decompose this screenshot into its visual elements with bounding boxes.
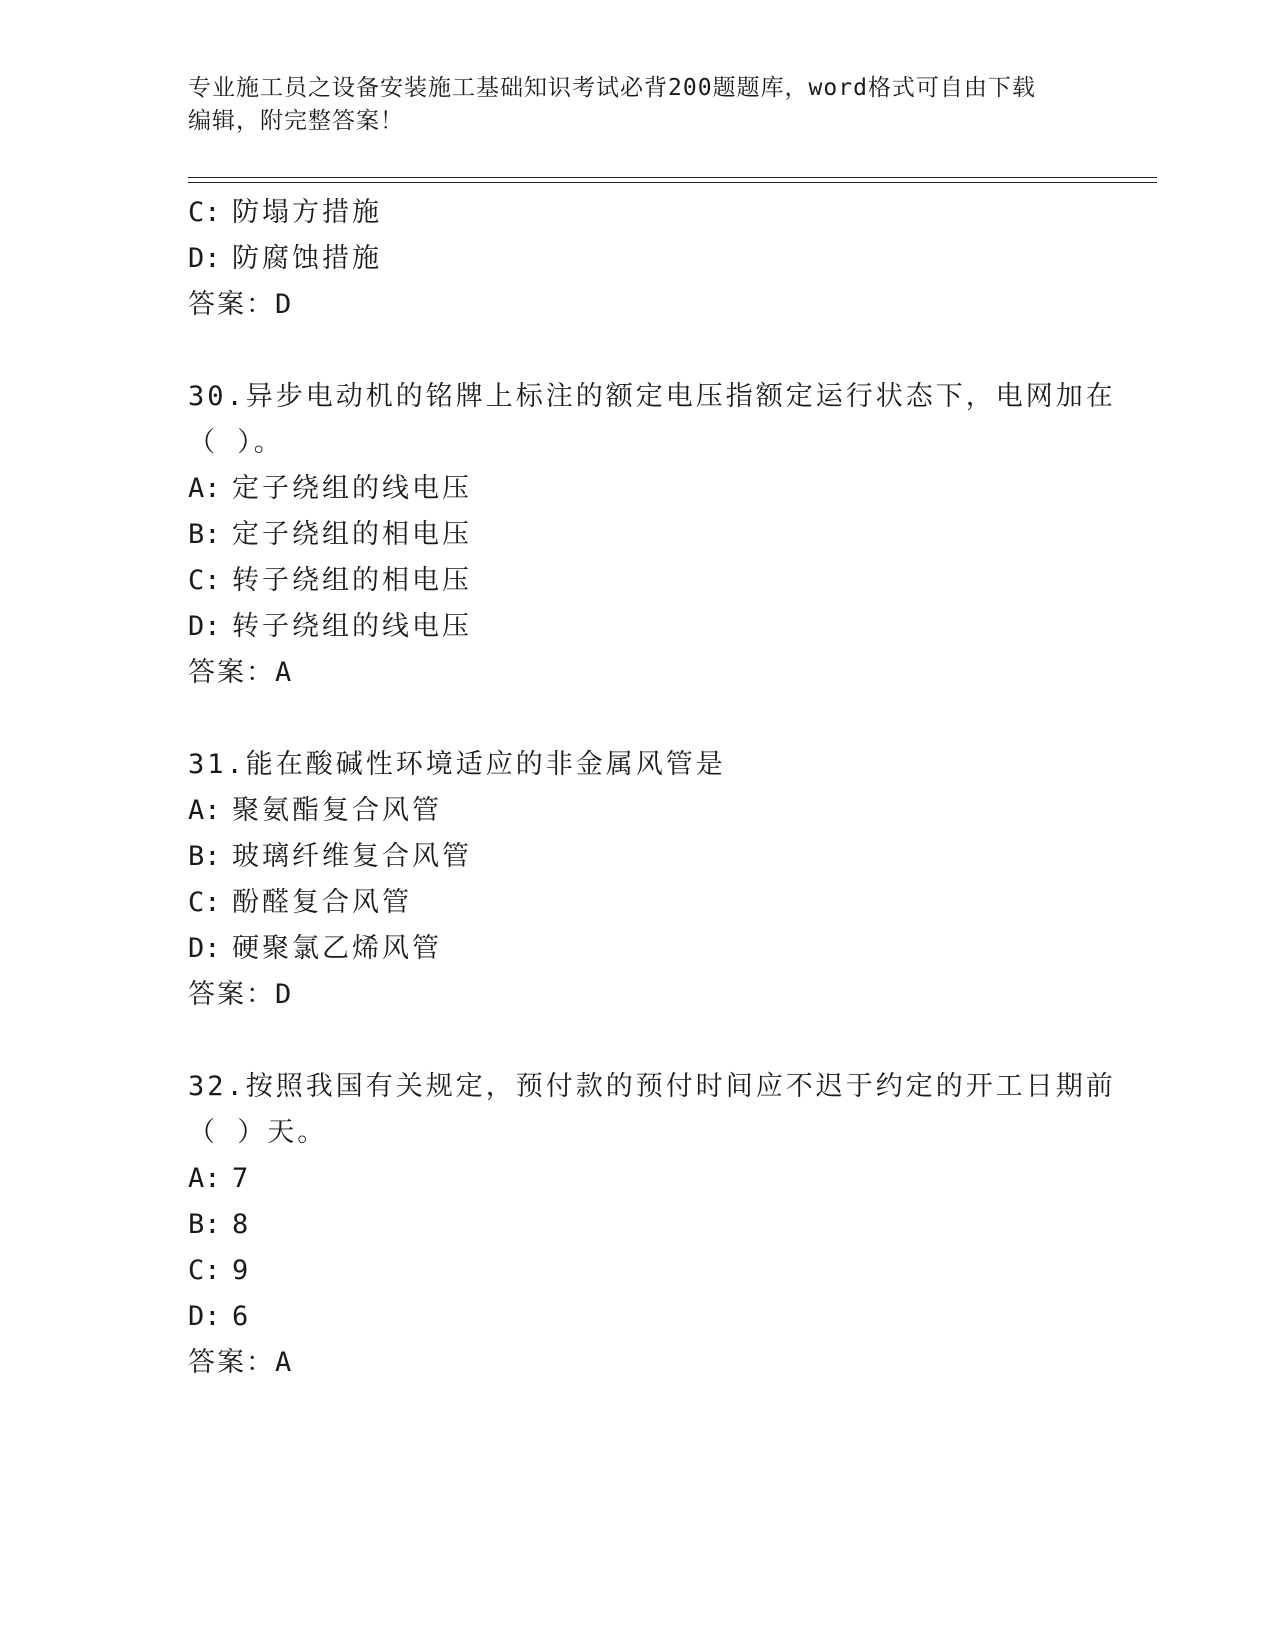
answer-line: 答案：D <box>188 979 294 1010</box>
option-d: D: 硬聚氯乙烯风管 <box>188 933 442 964</box>
question-list <box>188 190 1116 1386</box>
option-a: A: 7 <box>188 1163 252 1194</box>
header-divider-bottom <box>188 182 1157 183</box>
answer-line: 答案：D <box>188 289 294 320</box>
option-b: B: 玻璃纤维复合风管 <box>188 841 472 872</box>
option-d: D: 6 <box>188 1301 252 1332</box>
answer-line: 答案：A <box>188 657 294 688</box>
question-stem: 32.按照我国有关规定，预付款的预付时间应不迟于约定的开工日期前 <box>188 1071 1116 1102</box>
question-stem-continued: （ ）。 <box>188 427 284 458</box>
option-c: C: 9 <box>188 1255 252 1286</box>
question-31 <box>188 742 1088 1018</box>
question-stem-continued: （ ）天。 <box>188 1117 328 1148</box>
option-d: D: 防腐蚀措施 <box>188 243 382 274</box>
option-a: A: 定子绕组的线电压 <box>188 473 472 504</box>
header-title-line1: 专业施工员之设备安装施工基础知识考试必背200题题库，word格式可自由下载 <box>188 75 1036 101</box>
question-29-tail <box>188 190 1088 328</box>
answer-line: 答案：A <box>188 1347 294 1378</box>
document-header <box>188 72 1088 138</box>
question-stem: 31.能在酸碱性环境适应的非金属风管是 <box>188 749 726 780</box>
option-b: B: 定子绕组的相电压 <box>188 519 472 550</box>
option-c: C: 防塌方措施 <box>188 197 382 228</box>
option-d: D: 转子绕组的线电压 <box>188 611 472 642</box>
option-b: B: 8 <box>188 1209 252 1240</box>
header-title-line2: 编辑，附完整答案！ <box>188 108 404 134</box>
option-a: A: 聚氨酯复合风管 <box>188 795 442 826</box>
header-divider-top <box>188 177 1157 178</box>
question-30 <box>188 374 1116 696</box>
question-stem: 30.异步电动机的铭牌上标注的额定电压指额定运行状态下，电网加在 <box>188 381 1116 412</box>
option-c: C: 转子绕组的相电压 <box>188 565 472 596</box>
question-32 <box>188 1064 1116 1386</box>
option-c: C: 酚醛复合风管 <box>188 887 412 918</box>
